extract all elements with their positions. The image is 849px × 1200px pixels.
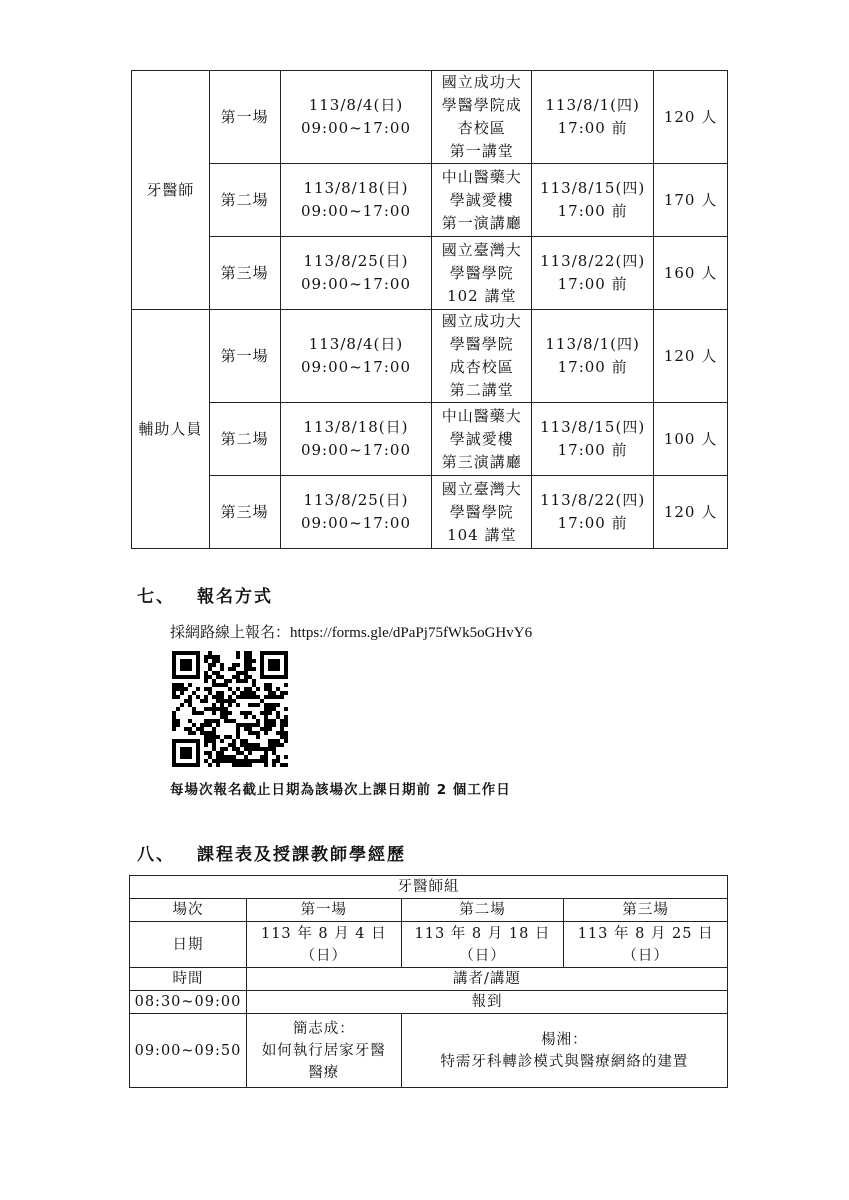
group-cell: 輔助人員 — [132, 310, 210, 549]
course-table — [129, 875, 728, 1088]
table-row — [132, 164, 728, 237]
table-row — [130, 968, 728, 991]
date-cell: 113 年 8 月 4 日 （日） — [246, 922, 401, 968]
table-row — [132, 310, 728, 403]
session-cell: 第一場 — [209, 71, 280, 164]
capacity-cell: 170 人 — [654, 164, 728, 237]
section-number: 八、 — [137, 845, 175, 865]
date-cell: 113/8/18(日) 09:00~17:00 — [280, 164, 432, 237]
deadline-cell: 113/8/22(四) 17:00 前 — [532, 476, 654, 549]
venue-cell: 中山醫藥大 學誠愛樓 第三演講廳 — [432, 403, 532, 476]
header-cell: 場次 — [130, 899, 247, 922]
table-row — [130, 922, 728, 968]
registration-link[interactable]: https://forms.gle/dPaPj75fWk5oGHvY6 — [290, 625, 533, 641]
deadline-cell: 113/8/15(四) 17:00 前 — [532, 164, 654, 237]
deadline-cell: 113/8/22(四) 17:00 前 — [532, 237, 654, 310]
date-cell: 113/8/25(日) 09:00~17:00 — [280, 476, 432, 549]
header-cell: 時間 — [130, 968, 247, 991]
registration-deadline-note: 每場次報名截止日期為該場次上課日期前 2 個工作日 — [170, 782, 511, 798]
capacity-cell: 120 人 — [654, 71, 728, 164]
table-row — [132, 403, 728, 476]
capacity-cell: 100 人 — [654, 403, 728, 476]
schedule-table — [131, 70, 728, 549]
header-cell: 日期 — [130, 922, 247, 968]
capacity-cell: 120 人 — [654, 476, 728, 549]
capacity-cell: 160 人 — [654, 237, 728, 310]
venue-cell: 國立成功大 學醫學院 成杏校區 第二講堂 — [432, 310, 532, 403]
venue-cell: 國立臺灣大 學醫學院 102 講堂 — [432, 237, 532, 310]
table-row — [132, 237, 728, 310]
time-cell: 09:00~09:50 — [130, 1014, 247, 1088]
session-cell: 第二場 — [401, 899, 564, 922]
section-title: 報名方式 — [197, 587, 273, 607]
table-row — [130, 876, 728, 899]
deadline-cell: 113/8/1(四) 17:00 前 — [532, 310, 654, 403]
section-8-heading — [137, 840, 406, 865]
date-cell: 113/8/4(日) 09:00~17:00 — [280, 71, 432, 164]
date-cell: 113/8/4(日) 09:00~17:00 — [280, 310, 432, 403]
session-cell: 第一場 — [209, 310, 280, 403]
section-7-heading — [137, 582, 273, 607]
topic-cell: 報到 — [246, 991, 727, 1014]
session-cell: 第三場 — [564, 899, 728, 922]
table-row — [132, 476, 728, 549]
table-row — [132, 71, 728, 164]
capacity-cell: 120 人 — [654, 310, 728, 403]
registration-label: 採網路線上報名： — [170, 623, 291, 641]
venue-cell: 中山醫藥大 學誠愛樓 第一演講廳 — [432, 164, 532, 237]
deadline-cell: 113/8/1(四) 17:00 前 — [532, 71, 654, 164]
group-title-cell: 牙醫師組 — [130, 876, 728, 899]
date-cell: 113 年 8 月 18 日 （日） — [401, 922, 564, 968]
date-cell: 113/8/25(日) 09:00~17:00 — [280, 237, 432, 310]
topic-cell: 簡志成： 如何執行居家牙醫 醫療 — [246, 1014, 401, 1088]
date-cell: 113/8/18(日) 09:00~17:00 — [280, 403, 432, 476]
group-cell: 牙醫師 — [132, 71, 210, 310]
session-cell: 第二場 — [209, 164, 280, 237]
registration-line — [170, 621, 532, 642]
venue-cell: 國立成功大 學醫學院成 杏校區 第一講堂 — [432, 71, 532, 164]
section-title: 課程表及授課教師學經歷 — [197, 845, 406, 865]
section-number: 七、 — [137, 587, 175, 607]
session-cell: 第三場 — [209, 237, 280, 310]
qr-code-icon[interactable] — [172, 651, 288, 767]
topic-cell: 楊湘： 特需牙科轉診模式與醫療網絡的建置 — [401, 1014, 727, 1088]
table-row — [130, 899, 728, 922]
session-cell: 第二場 — [209, 403, 280, 476]
table-row — [130, 991, 728, 1014]
time-cell: 08:30~09:00 — [130, 991, 247, 1014]
date-cell: 113 年 8 月 25 日 （日） — [564, 922, 728, 968]
session-cell: 第三場 — [209, 476, 280, 549]
table-row — [130, 1014, 728, 1088]
header-cell: 講者/講題 — [246, 968, 727, 991]
deadline-cell: 113/8/15(四) 17:00 前 — [532, 403, 654, 476]
venue-cell: 國立臺灣大 學醫學院 104 講堂 — [432, 476, 532, 549]
session-cell: 第一場 — [246, 899, 401, 922]
